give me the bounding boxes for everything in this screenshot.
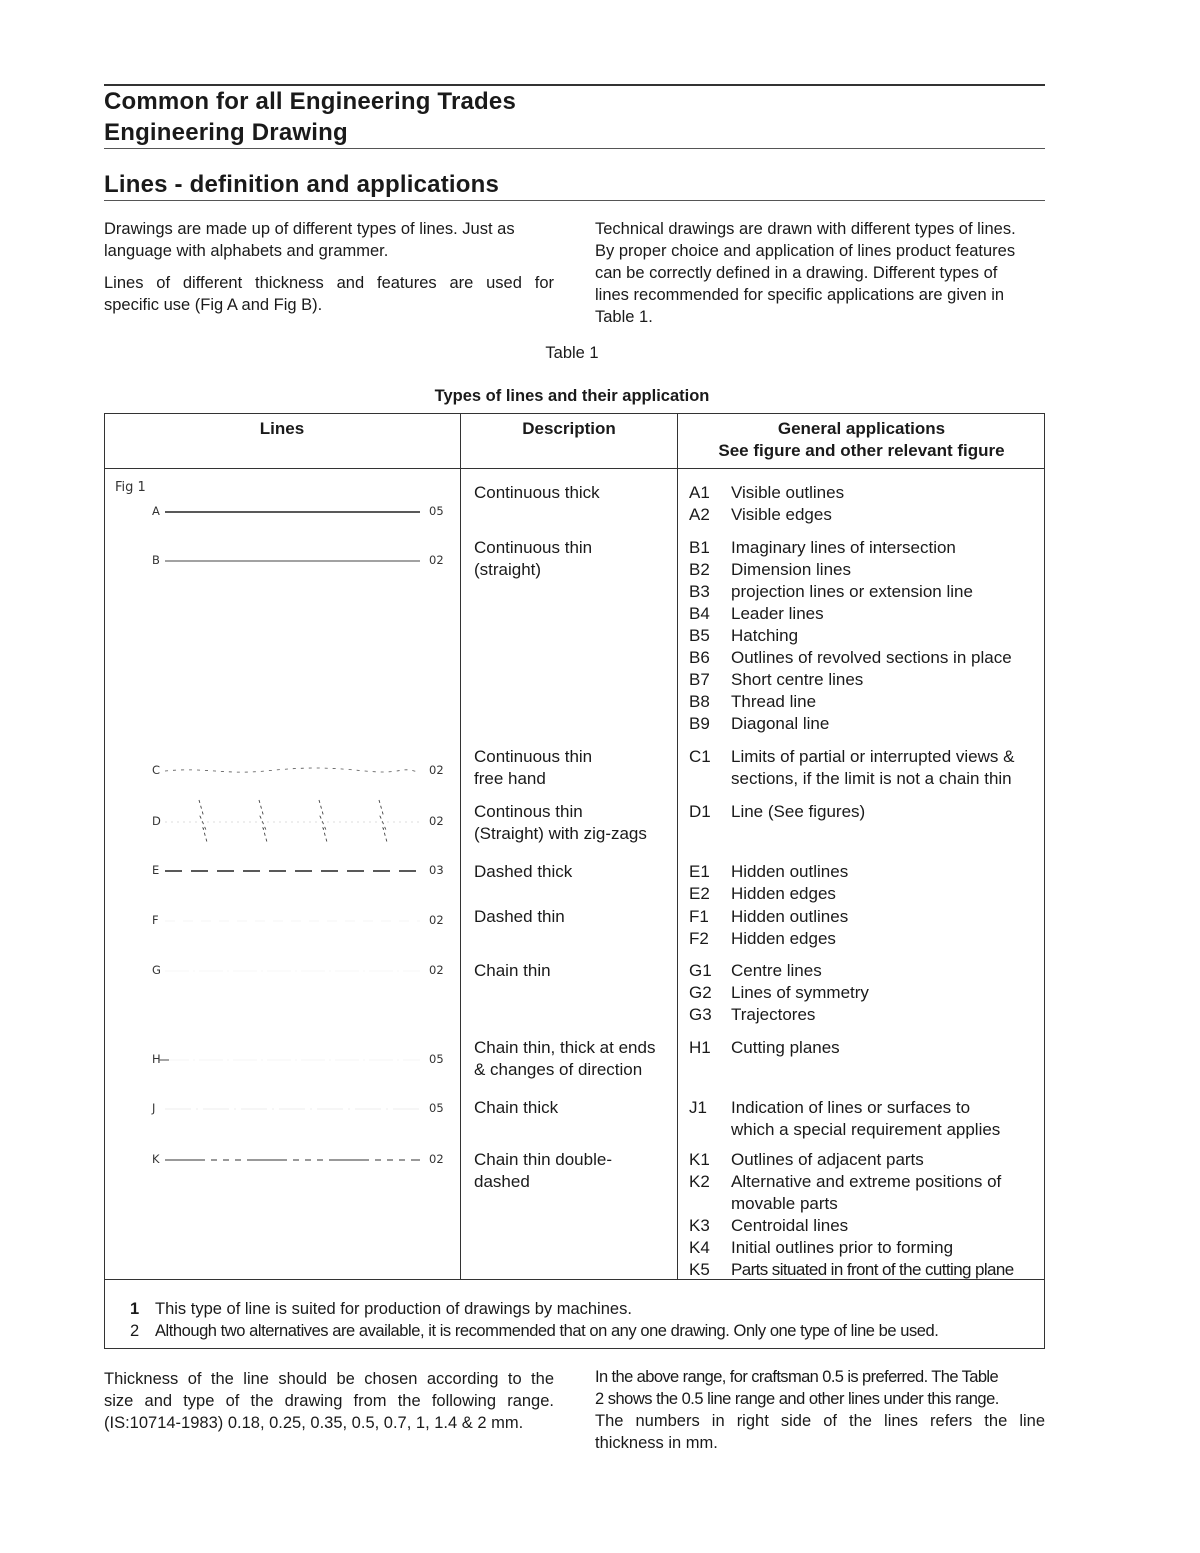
- table-header-divider: [104, 468, 1045, 469]
- row-description: Dashed thin: [474, 907, 565, 926]
- row-description: Chain thick: [474, 1098, 559, 1117]
- footer-left-line: Thickness of the line should be chosen according to the: [104, 1370, 554, 1388]
- application-code: J1: [689, 1098, 707, 1117]
- row-description: dashed: [474, 1172, 530, 1191]
- application-code: F2: [689, 929, 709, 948]
- table-label: Table 1: [545, 344, 599, 362]
- intro-right-line: Table 1.: [595, 308, 653, 326]
- intro-right-line: lines recommended for specific applications are given in: [595, 286, 1005, 304]
- application-code: B8: [689, 692, 710, 711]
- application-code: D1: [689, 802, 711, 821]
- line-sample-thickness: 02: [429, 553, 444, 567]
- row-description: Chain thin double-: [474, 1150, 612, 1169]
- footer-right-line: In the above range, for craftsman 0.5 is preferred. The Table: [595, 1368, 999, 1386]
- row-description: (Straight) with zig-zags: [474, 824, 647, 843]
- application-code: G3: [689, 1005, 712, 1024]
- application-text: Initial outlines prior to forming: [731, 1238, 954, 1257]
- application-text: Outlines of revolved sections in place: [731, 648, 1012, 667]
- application-text: Hidden edges: [731, 929, 836, 948]
- line-sample-letter: H: [152, 1052, 161, 1066]
- line-sample-thickness: 02: [429, 963, 444, 977]
- intro-left: [104, 218, 554, 316]
- application-code: B6: [689, 648, 710, 667]
- line-sample-thickness: 05: [429, 504, 444, 518]
- note-number: 1: [130, 1300, 140, 1318]
- header-trade-title: Common for all Engineering Trades: [104, 88, 516, 115]
- line-sample-letter: C: [152, 763, 161, 777]
- application-code: E2: [689, 884, 710, 903]
- intro-right-line: Technical drawings are drawn with different types of lines.: [595, 220, 1016, 238]
- line-sample-letter: D: [152, 814, 161, 828]
- line-sample-letter: J: [152, 1101, 156, 1115]
- application-code: A1: [689, 483, 710, 502]
- col-header-applications-sub: See figure and other relevant figure: [718, 441, 1005, 460]
- application-text: Centroidal lines: [731, 1216, 849, 1235]
- section-title: Lines - definition and applications: [104, 171, 500, 198]
- application-text: projection lines or extension line: [731, 582, 973, 601]
- application-text: Trajectores: [731, 1005, 816, 1024]
- line-sample-letter: B: [152, 553, 160, 567]
- application-text: Indication of lines or surfaces to: [731, 1098, 971, 1117]
- application-text: Hidden edges: [731, 884, 836, 903]
- line-sample-letter: G: [152, 963, 161, 977]
- line-sample-letter: K: [152, 1152, 160, 1166]
- application-text: Diagonal line: [731, 714, 830, 733]
- application-code: K4: [689, 1238, 710, 1257]
- row-description: Dashed thick: [474, 862, 573, 881]
- table-col-divider: [460, 413, 461, 1279]
- footer-left-line: (IS:10714-1983) 0.18, 0.25, 0.35, 0.5, 0.7, 1, 1.4 & 2 mm.: [104, 1414, 524, 1432]
- application-code: B4: [689, 604, 710, 623]
- line-sample-chain-thin: [160, 941, 430, 1001]
- table-title: Types of lines and their application: [434, 387, 710, 405]
- line-sample-thickness: 05: [429, 1052, 444, 1066]
- line-sample-chain-double-dashed: [160, 1130, 430, 1190]
- application-code: C1: [689, 747, 711, 766]
- application-code: E1: [689, 862, 710, 881]
- application-code: B1: [689, 538, 710, 557]
- application-text: Thread line: [731, 692, 817, 711]
- application-text: Alternative and extreme positions of: [731, 1172, 1002, 1191]
- application-text: Leader lines: [731, 604, 824, 623]
- application-text: Limits of partial or interrupted views &: [731, 747, 1015, 766]
- application-text: Hatching: [731, 626, 799, 645]
- footer-right-line: The numbers in right side of the lines refers the line: [595, 1412, 1045, 1430]
- intro-right: [595, 218, 1045, 328]
- application-text: Visible edges: [731, 505, 832, 524]
- line-sample-letter: F: [152, 913, 159, 927]
- footer-right-line: thickness in mm.: [595, 1434, 718, 1452]
- application-text: Centre lines: [731, 961, 822, 980]
- row-description: Continuous thick: [474, 483, 600, 502]
- application-code: G1: [689, 961, 712, 980]
- application-code: K1: [689, 1150, 710, 1169]
- row-description: Continuous thin: [474, 747, 593, 766]
- application-text: which a special requirement applies: [731, 1120, 1001, 1139]
- row-description: & changes of direction: [474, 1060, 643, 1079]
- application-text: Line (See figures): [731, 802, 866, 821]
- row-description: Continuous thin: [474, 538, 593, 557]
- application-text: sections, if the limit is not a chain thin: [731, 769, 1012, 788]
- section-title-rule: [104, 200, 1045, 201]
- application-text: movable parts: [731, 1194, 838, 1213]
- application-code: G2: [689, 983, 712, 1002]
- row-description: Chain thin, thick at ends: [474, 1038, 656, 1057]
- header-bottom-rule: [104, 148, 1045, 149]
- application-text: Short centre lines: [731, 670, 864, 689]
- row-description: free hand: [474, 769, 546, 788]
- application-code: K2: [689, 1172, 710, 1191]
- intro-right-line: can be correctly defined in a drawing. Different types of: [595, 264, 998, 282]
- application-text: Imaginary lines of intersection: [731, 538, 956, 557]
- application-text: Parts situated in front of the cutting plane: [731, 1260, 1014, 1279]
- application-text: Hidden outlines: [731, 907, 849, 926]
- intro-left-line: Lines of different thickness and features are used for: [104, 274, 554, 292]
- line-sample-thickness: 02: [429, 763, 444, 777]
- line-sample-thickness: 05: [429, 1101, 444, 1115]
- application-text: Visible outlines: [731, 483, 845, 502]
- line-sample-thickness: 02: [429, 1152, 444, 1166]
- application-code: B2: [689, 560, 710, 579]
- application-code: B9: [689, 714, 710, 733]
- application-code: F1: [689, 907, 709, 926]
- application-code: A2: [689, 505, 710, 524]
- intro-right-line: By proper choice and application of lines product features: [595, 242, 1016, 260]
- application-text: Hidden outlines: [731, 862, 849, 881]
- application-text: Outlines of adjacent parts: [731, 1150, 924, 1169]
- application-code: B7: [689, 670, 710, 689]
- row-description: Chain thin: [474, 961, 551, 980]
- intro-left-line: Drawings are made up of different types of lines. Just as: [104, 220, 515, 238]
- col-header-description: Description: [522, 419, 616, 438]
- intro-left-line: language with alphabets and grammer.: [104, 242, 389, 260]
- footer-left: [104, 1368, 554, 1434]
- row-description: Continous thin: [474, 802, 583, 821]
- application-code: K5: [689, 1260, 710, 1279]
- header-subject-title: Engineering Drawing: [104, 119, 348, 146]
- line-sample-thickness: 02: [429, 814, 444, 828]
- line-sample-letter: E: [152, 863, 160, 877]
- col-header-lines: Lines: [259, 419, 305, 438]
- application-text: Lines of symmetry: [731, 983, 869, 1002]
- line-sample-thickness: 03: [429, 863, 444, 877]
- footer-left-line: size and type of the drawing from the following range.: [104, 1392, 554, 1410]
- application-text: Cutting planes: [731, 1038, 840, 1057]
- row-description: (straight): [474, 560, 542, 579]
- col-header-applications: General applications: [777, 419, 946, 438]
- footer-right: [595, 1366, 1045, 1454]
- application-code: B3: [689, 582, 710, 601]
- line-sample-continuous-thin: [160, 531, 430, 591]
- note-text: Although two alternatives are available, it is recommended that on any one drawing. Only one type of line be used.: [155, 1322, 939, 1340]
- line-sample-thickness: 02: [429, 913, 444, 927]
- note-text: This type of line is suited for production of drawings by machines.: [155, 1300, 632, 1318]
- line-sample-letter: A: [152, 504, 160, 518]
- fig-label: Fig 1: [115, 480, 146, 495]
- application-code: H1: [689, 1038, 711, 1057]
- footer-right-line: 2 shows the 0.5 line range and other lines under this range.: [595, 1390, 999, 1408]
- application-text: Dimension lines: [731, 560, 851, 579]
- table-col-divider: [677, 413, 678, 1279]
- note-number: 2: [130, 1322, 140, 1340]
- application-code: K3: [689, 1216, 710, 1235]
- application-code: B5: [689, 626, 710, 645]
- intro-left-line: specific use (Fig A and Fig B).: [104, 296, 323, 314]
